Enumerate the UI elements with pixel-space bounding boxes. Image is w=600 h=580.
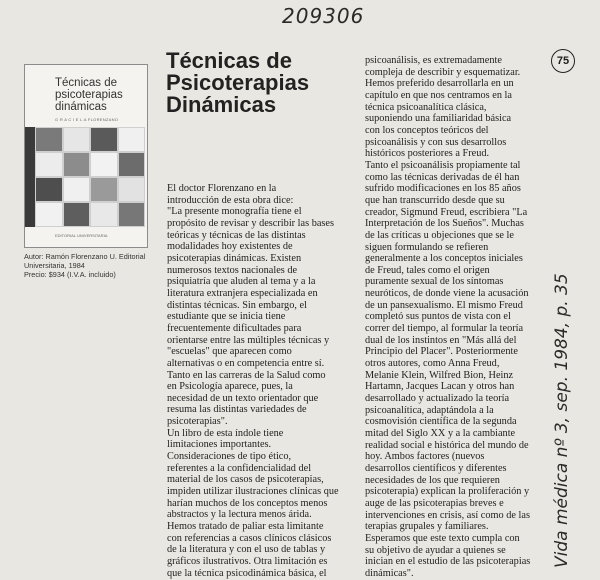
text-line: desarrollos científicos y diferentes [365,462,507,474]
cover-title-line: psicoterapias [55,89,123,101]
text-line: con los conceptos teóricos del [365,124,489,136]
text-line: numerosos textos nacionales de [167,264,298,276]
cover-title-line: dinámicas [55,101,107,113]
text-line: de un pansexualismo. El mismo Freud [365,299,523,311]
text-line: psicoterapia) explican la proliferación y [365,486,530,498]
text-line: dinámicas". [365,567,414,579]
text-line: resuma las distintas variedades de [167,404,307,416]
text-line: harían muchos de los conceptos menos [167,497,328,509]
text-line: psicoanalítica, adaptándola a la [365,404,494,416]
cover-band [25,127,35,227]
text-line: abstractos y la lectura menos árida. [167,509,312,521]
handwritten-side-note: Vida médica nº 3, sep. 1984, p. 35 [552,273,572,568]
cover-subtitle: G R A C I E L A FLORENZANO [55,117,119,122]
text-line: históricos posteriores a Freud. [365,148,490,160]
text-line: sufrido modificaciones en los 85 años [365,183,521,195]
text-line: desarrollado y actualizado la teoría [365,393,510,405]
text-line: material de los casos de psicoterapias, [167,474,324,486]
text-line: mitad del Siglo XX y a la cambiante [365,428,516,439]
text-line: neuróticos, de donde viene la acusación [365,288,529,300]
cover-pattern [35,127,145,227]
text-line: capítulo en que nos centramos en la [365,89,512,101]
page-number: 75 [551,49,575,73]
text-line: estudiante que se inicia tiene [167,311,286,323]
text-line: introducción de esta obra dice: [167,194,294,206]
text-line: terapias grupales y familiares. [365,521,489,533]
text-line: correr del tiempo, al formular la teoría [365,323,524,335]
text-line: Hemos preferido desarrollarla en un [365,78,514,90]
article-column-2 [365,55,545,580]
text-line: inician en el estudio de las psicoterapias [365,556,531,568]
caption-line: Autor: Ramón Florenzano U. Editorial [24,252,146,261]
text-line: Consideraciones de tipo ético, [167,451,292,463]
text-line: impiden utilizar ilustraciones clínicas que [167,486,339,498]
text-line: otros autores, como Anna Freud, [365,358,500,370]
text-line: Principio del Placer". Posteriormente [365,346,518,358]
text-line: completó sus puntos de vista con el [365,311,511,323]
article-title-line: Técnicas de [166,48,292,73]
text-line: limitaciones importantes. [167,439,272,451]
text-line: Esperamos que este texto cumpla con [365,532,520,544]
text-line: Hartamn, Jacques Lacan y otros han [365,381,515,393]
text-line: hoy. Ambos factores (nuevos [365,451,485,463]
article-title [166,50,366,116]
text-line: de la literatura y con el uso de tablas y [167,544,326,556]
text-line: de las críticas u objeciones que se le [365,229,514,241]
text-line: Un libro de esta índole tiene [167,427,284,439]
text-line: psicoanálisis, es extremadamente [365,55,502,66]
text-line: "La presente monografía tiene el [167,206,302,218]
text-line: modalidades hoy existentes de [167,241,293,253]
text-line: que han transcurrido desde que su [365,194,505,206]
text-line: gráficos ilustrativos. Otra limitación es [167,556,328,567]
text-line: Hemos tratado de paliar esta limitante [167,521,324,533]
cover-title [55,77,145,113]
text-line: compleja de describir y esquematizar. [365,66,521,78]
text-line: propósito de revisar y describir las bases [167,217,334,229]
text-line: Tanto en las carreras de la Salud como [167,369,326,381]
text-line: Tanto el psicoanálisis propiamente tal [365,159,521,171]
text-line: como las técnicas derivadas de él han [365,171,520,183]
text-line: orientarse entre las múltiples técnicas y [167,334,330,346]
text-line: psicoterapias dinámicas. Existen [167,252,302,264]
text-line: dual de los instintos en "Más allá del [365,334,517,346]
text-line: siguen formulando se refieren [365,241,489,253]
text-line: Interpretación de los Sueños". Muchas [365,218,524,230]
text-line: cosmovisión científica de la segunda [365,416,517,428]
text-line: con referencias a casos clínicos clásicos [167,532,332,544]
handwritten-number: 209306 [282,4,365,28]
text-line: teóricas y técnicas de las distintas [167,229,306,241]
cover-footer: EDITORIAL UNIVERSITARIA [55,233,108,238]
text-line: distintas técnicas. Sin embargo, el [167,299,307,311]
text-line: "escuelas" que aparecen como [167,346,292,358]
text-line: El doctor Florenzano en la [167,183,277,194]
book-caption [24,252,154,279]
text-line: psicoanálisis y con sus desarrollos [365,136,507,148]
text-line: intervenciones en crisis, así como de las [365,509,530,521]
article-title-line: Dinámicas [166,92,277,117]
caption-line: Precio: $934 (I.V.A. incluido) [24,270,116,279]
text-line: realidad social e histórica del mundo de [365,439,529,451]
text-line: puramente sexual de los síntomas [365,276,504,288]
text-line: literatura extranjera especializada en [167,287,318,299]
text-line: creador, Sigmund Freud, escribiera "La [365,206,528,218]
book-cover [24,64,148,248]
text-line: psiquiatría que aluden al tema y a la [167,276,316,288]
text-line: de Freud, tales como el origen [365,264,490,276]
text-line: auge de las psicoterapias breves e [365,497,504,509]
text-line: su objetivo de ayudar a quienes se [365,544,506,556]
text-line: suponiendo una familiaridad básica [365,113,512,125]
article-column-1 [167,183,357,579]
text-line: necesidades de los que requieren [365,474,500,486]
text-line: en Psicología aparece, pues, la [167,381,293,393]
cover-title-line: Técnicas de [55,77,118,89]
text-line: referentes a la confidencialidad del [167,462,312,474]
text-line: frecuentemente dificultades para [167,322,302,334]
article-title-line: Psicoterapias [166,70,310,95]
text-line: psicoterapias". [167,416,228,428]
text-line: alternativas o en competencia entre sí. [167,357,325,369]
caption-line: Universitaria, 1984 [24,261,85,270]
text-line: Melanie Klein, Wilfred Bion, Heinz [365,369,514,381]
text-line: que la técnica psicodinámica básica, el [167,567,327,579]
text-line: necesidad de un texto orientador que [167,392,319,404]
text-line: generalmente a los conceptos iniciales [365,253,523,265]
text-line: técnica psicoanalítica clásica, [365,101,487,113]
